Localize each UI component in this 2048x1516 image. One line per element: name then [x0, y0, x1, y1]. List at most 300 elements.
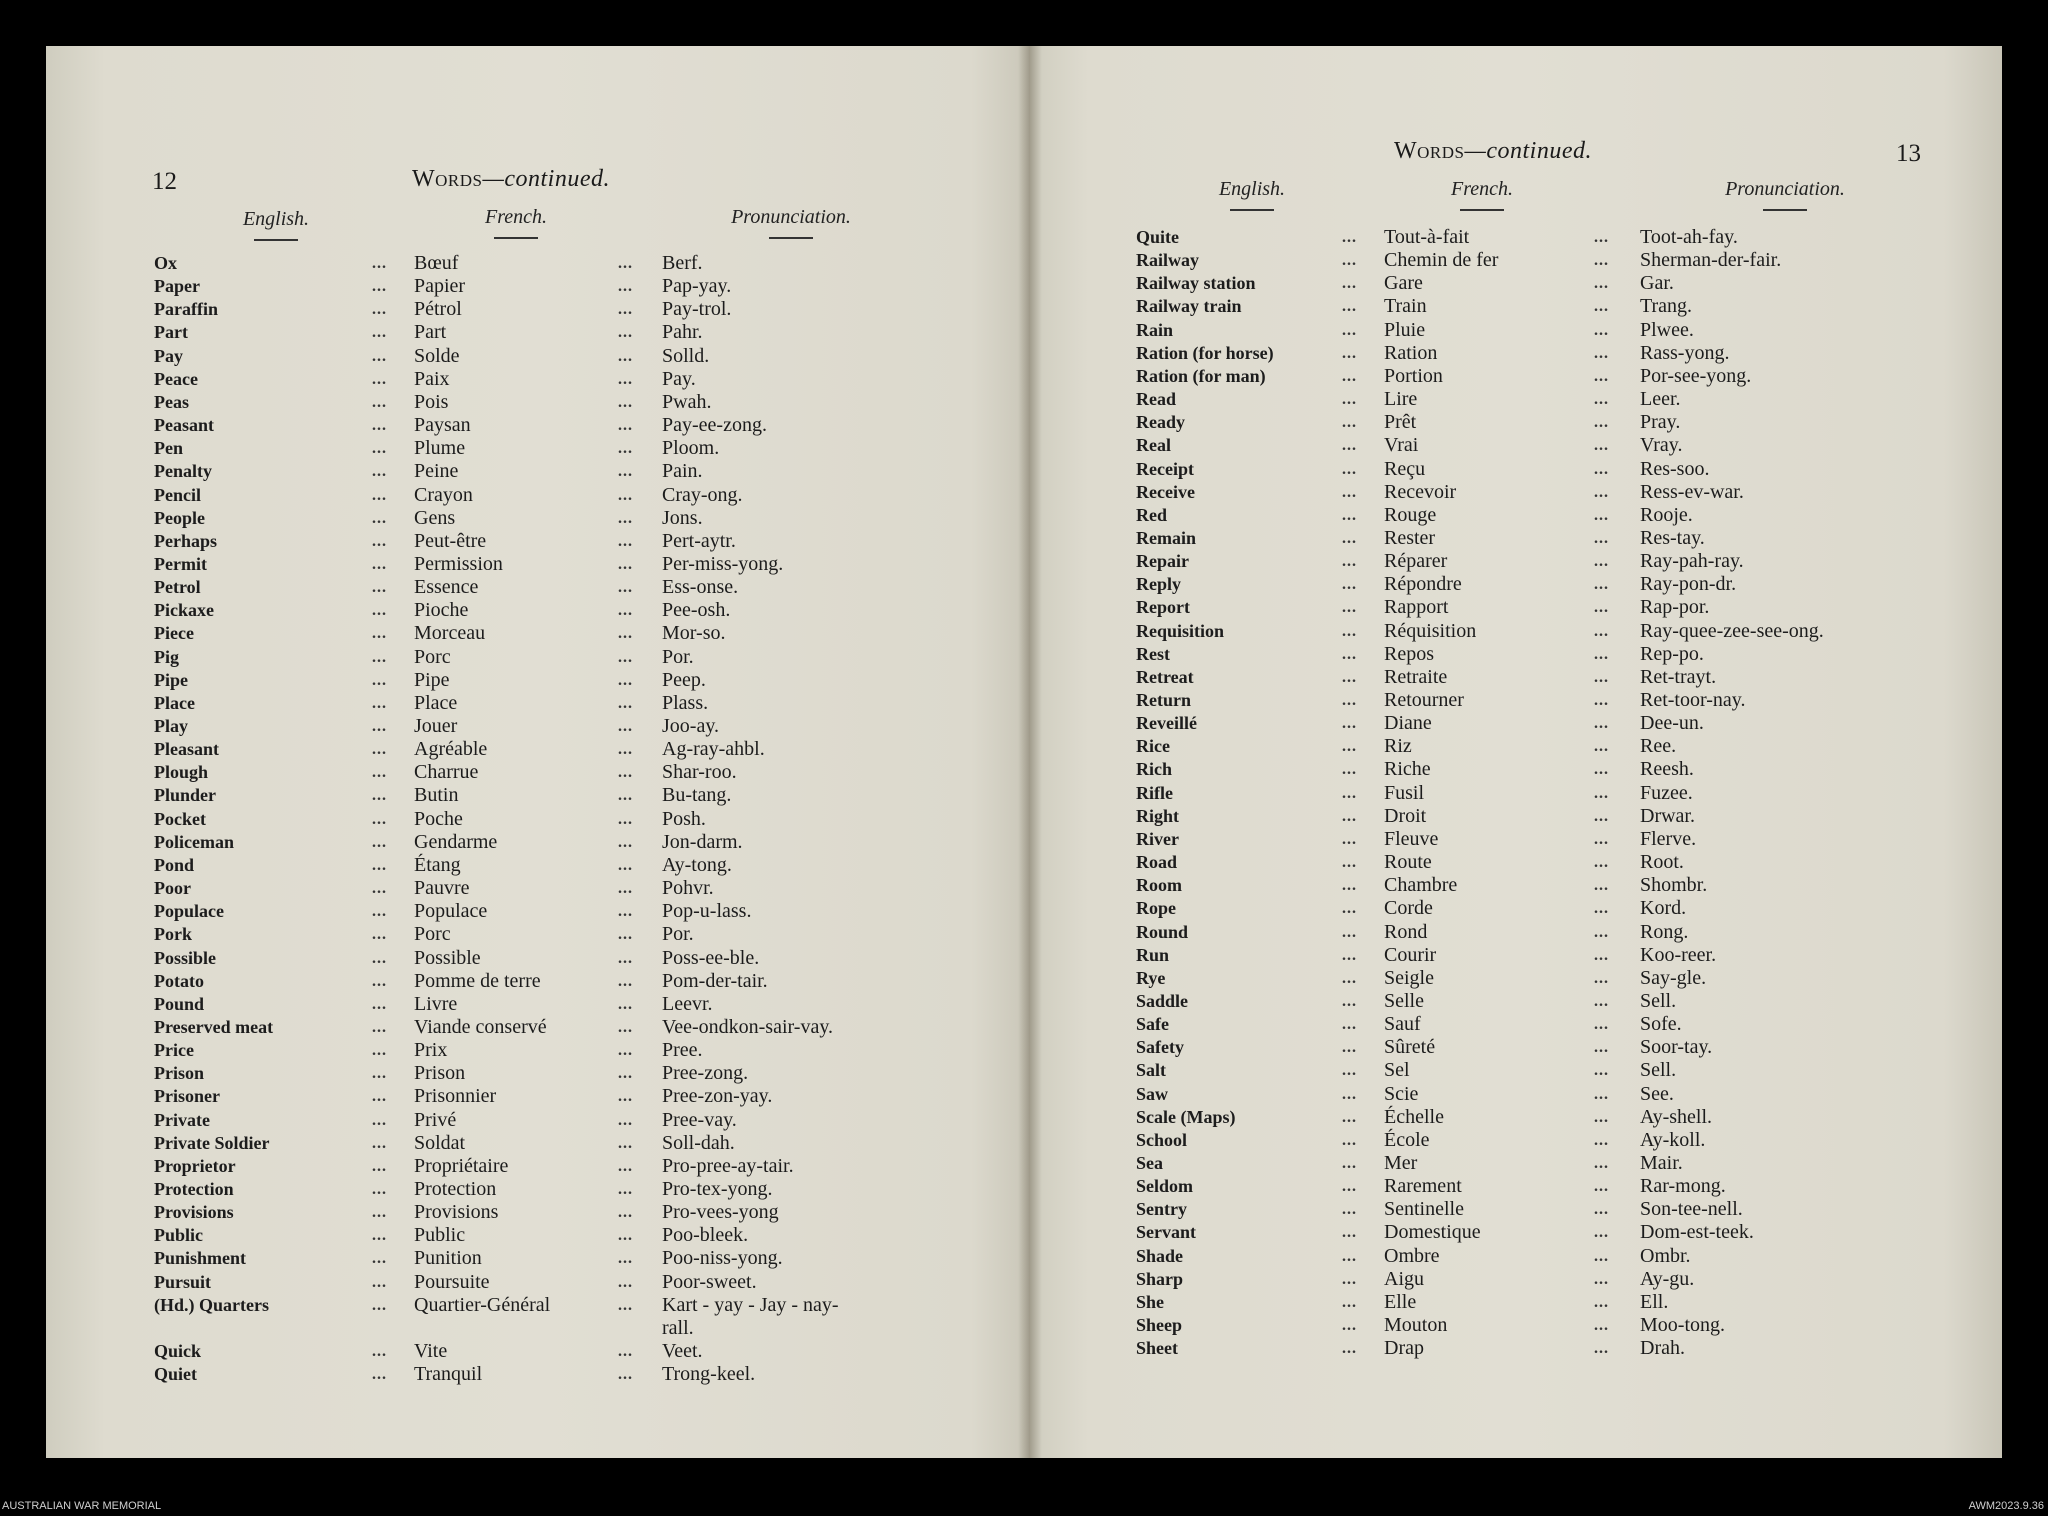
pronunciation: Ay-gu.	[1640, 1267, 1695, 1290]
leader-dots: ...	[372, 1018, 387, 1036]
pronunciation: Pree-vay.	[662, 1108, 737, 1131]
column-header-pronunciation: Pronunciation.	[686, 206, 896, 239]
english-word: She	[1136, 1291, 1165, 1312]
leader-dots: ...	[1594, 692, 1609, 709]
leader-dots: ...	[618, 579, 633, 597]
french-word: Porc	[414, 645, 451, 668]
pronunciation: Pap-yay.	[662, 275, 732, 298]
running-head-continued: —continued.	[1464, 138, 1592, 164]
french-word: École	[1384, 1128, 1430, 1151]
pronunciation: Veet.	[662, 1340, 703, 1363]
english-word: Perhaps	[154, 530, 217, 551]
french-word: Diane	[1384, 712, 1432, 735]
leader-dots: ...	[618, 255, 633, 272]
pronunciation: Reesh.	[1640, 758, 1694, 781]
book-gutter	[1018, 46, 1042, 1458]
leader-dots: ...	[618, 856, 633, 874]
pronunciation: Pwah.	[662, 390, 712, 413]
english-word: Peace	[154, 368, 198, 389]
pronunciation: Pay-ee-zong.	[662, 414, 767, 437]
leader-dots: ...	[1594, 738, 1609, 756]
leader-dots: ...	[372, 532, 387, 550]
english-word: Provisions	[154, 1202, 234, 1223]
english-word: Road	[1136, 852, 1178, 873]
french-word: Pluie	[1384, 318, 1426, 341]
leader-dots: ...	[1342, 553, 1357, 571]
french-word: Provisions	[414, 1201, 499, 1224]
leader-dots: ...	[1594, 1178, 1609, 1196]
leader-dots: ...	[618, 903, 633, 921]
pronunciation: Pree-zon-yay.	[662, 1085, 773, 1108]
english-word: Possible	[154, 947, 217, 968]
leader-dots: ...	[372, 417, 387, 435]
pronunciation: Ploom.	[662, 437, 720, 460]
english-word: Saw	[1136, 1083, 1169, 1104]
leader-dots: ...	[618, 602, 633, 620]
english-word: Rope	[1136, 898, 1176, 919]
leader-dots: ...	[1342, 692, 1357, 709]
french-word: Vrai	[1384, 434, 1419, 457]
leader-dots: ...	[1594, 1340, 1609, 1358]
running-head-continued: —continued.	[482, 166, 610, 192]
leader-dots: ...	[618, 949, 633, 967]
leader-dots: ...	[1594, 1062, 1609, 1080]
pronunciation: Trang.	[1640, 295, 1693, 318]
english-word: Railway	[1136, 250, 1199, 271]
leader-dots: ...	[1594, 923, 1609, 941]
english-word: Sheet	[1136, 1338, 1178, 1359]
english-word: River	[1136, 828, 1179, 849]
pronunciation: Ray-quee-zee-see-ong.	[1640, 619, 1824, 642]
leader-dots: ...	[618, 1296, 633, 1314]
leader-dots: ...	[372, 625, 387, 643]
english-word: Read	[1136, 389, 1176, 410]
pronunciation: Ess-onse.	[662, 576, 739, 599]
leader-dots: ...	[1342, 946, 1357, 964]
english-word: Plunder	[154, 785, 217, 806]
french-word: Punition	[414, 1247, 482, 1270]
leader-dots: ...	[1594, 854, 1609, 872]
french-word: Crayon	[414, 483, 473, 506]
leader-dots: ...	[1342, 784, 1357, 802]
pronunciation: Gar.	[1640, 272, 1674, 295]
left-page	[46, 46, 1030, 1458]
english-word: Populace	[154, 901, 224, 922]
pronunciation: Ell.	[1640, 1290, 1669, 1313]
french-word: Possible	[414, 946, 481, 969]
english-word: Repair	[1136, 551, 1189, 572]
leader-dots: ...	[372, 324, 387, 342]
english-word: Paraffin	[154, 299, 218, 320]
pronunciation: Pop-u-lass.	[662, 900, 752, 923]
pronunciation: Trong-keel.	[662, 1363, 756, 1386]
leader-dots: ...	[618, 694, 633, 712]
pronunciation: Vray.	[1640, 434, 1683, 457]
english-word: Round	[1136, 921, 1189, 942]
leader-dots: ...	[372, 347, 387, 365]
pronunciation: Mor-so.	[662, 622, 726, 645]
french-word: Porc	[414, 923, 451, 946]
leader-dots: ...	[618, 625, 633, 643]
french-word: Peine	[414, 460, 459, 483]
pronunciation: Pree.	[662, 1039, 703, 1062]
pronunciation: Ret-trayt.	[1640, 665, 1717, 688]
archive-reference: AWM2023.9.36	[1968, 1500, 2044, 1512]
english-word: Pond	[154, 854, 195, 875]
leader-dots: ...	[372, 694, 387, 712]
pronunciation: Shombr.	[1640, 874, 1708, 897]
leader-dots: ...	[372, 1065, 387, 1083]
french-word: Fusil	[1384, 781, 1425, 804]
leader-dots: ...	[1342, 576, 1357, 594]
english-word: Part	[154, 322, 188, 343]
french-word: Gendarme	[414, 830, 498, 853]
pronunciation: Jons.	[662, 506, 703, 529]
french-word: Gare	[1384, 272, 1423, 295]
french-word: Courir	[1384, 943, 1437, 966]
english-word: Rich	[1136, 759, 1172, 780]
leader-dots: ...	[618, 532, 633, 550]
english-word: Prison	[154, 1063, 205, 1084]
french-word: Mer	[1384, 1152, 1418, 1174]
pronunciation: Ray-pah-ray.	[1640, 550, 1744, 573]
french-word: Jouer	[414, 715, 458, 737]
french-word: Fleuve	[1384, 827, 1439, 850]
english-word: Pencil	[154, 484, 201, 505]
english-word: Rain	[1136, 319, 1174, 340]
leader-dots: ...	[1342, 738, 1357, 756]
english-word: Peas	[154, 391, 189, 412]
french-word: Riz	[1384, 735, 1412, 758]
leader-dots: ...	[1342, 252, 1357, 270]
leader-dots: ...	[618, 393, 633, 411]
pronunciation: Pain.	[662, 460, 703, 483]
leader-dots: ...	[1342, 437, 1357, 455]
leader-dots: ...	[618, 764, 633, 782]
english-word: Sea	[1136, 1153, 1163, 1173]
leader-dots: ...	[1342, 460, 1357, 478]
leader-dots: ...	[372, 278, 387, 296]
french-word: Rouge	[1384, 503, 1437, 526]
english-word: Shade	[1136, 1245, 1184, 1266]
french-word: Soldat	[414, 1131, 466, 1154]
pronunciation: Pro-vees-yong	[662, 1201, 779, 1224]
leader-dots: ...	[372, 1343, 387, 1361]
english-word: Quite	[1136, 227, 1179, 247]
leader-dots: ...	[1594, 1155, 1609, 1172]
english-word: Safety	[1136, 1037, 1184, 1058]
french-word: Bœuf	[414, 252, 459, 274]
leader-dots: ...	[1342, 900, 1357, 918]
french-word: Retourner	[1384, 689, 1464, 711]
leader-dots: ...	[1342, 529, 1357, 547]
running-head-title: Words	[412, 166, 483, 192]
leader-dots: ...	[372, 648, 387, 666]
leader-dots: ...	[618, 718, 633, 735]
pronunciation: Pahr.	[662, 321, 703, 344]
leader-dots: ...	[1594, 275, 1609, 293]
pronunciation: Poo-bleek.	[662, 1224, 749, 1247]
leader-dots: ...	[618, 1088, 633, 1106]
leader-dots: ...	[618, 347, 633, 365]
leader-dots: ...	[618, 509, 633, 527]
english-word: Poor	[154, 878, 191, 899]
english-word: Prisoner	[154, 1086, 220, 1107]
leader-dots: ...	[1594, 1016, 1609, 1034]
french-word: Pétrol	[414, 298, 462, 321]
french-word: Morceau	[414, 622, 486, 645]
leader-dots: ...	[1342, 969, 1357, 987]
french-word: Prisonnier	[414, 1085, 497, 1108]
english-word: Private	[154, 1109, 210, 1130]
french-word: Pipe	[414, 668, 450, 691]
leader-dots: ...	[1594, 1270, 1609, 1288]
pronunciation: Plass.	[662, 691, 709, 714]
leader-dots: ...	[1342, 1039, 1357, 1057]
leader-dots: ...	[1342, 807, 1357, 825]
french-word: Paix	[414, 367, 450, 390]
french-word: Chambre	[1384, 874, 1458, 897]
leader-dots: ...	[618, 486, 633, 504]
pronunciation: Pree-zong.	[662, 1062, 749, 1085]
column-header-french: French.	[1422, 178, 1542, 211]
french-word: Aigu	[1384, 1267, 1424, 1290]
page-number: 13	[1896, 140, 1921, 167]
pronunciation: Plwee.	[1640, 318, 1694, 341]
pronunciation: Moo-tong.	[1640, 1314, 1725, 1337]
english-word: Pocket	[154, 808, 206, 829]
french-word: Corde	[1384, 897, 1433, 920]
pronunciation: Leer.	[1640, 388, 1681, 411]
french-word: Rarement	[1384, 1175, 1462, 1198]
leader-dots: ...	[372, 671, 387, 689]
french-word: Retraite	[1384, 665, 1448, 688]
pronunciation: Kord.	[1640, 897, 1687, 920]
leader-dots: ...	[1594, 1293, 1609, 1311]
leader-dots: ...	[372, 856, 387, 874]
leader-dots: ...	[372, 1111, 387, 1129]
pronunciation: Root.	[1640, 851, 1684, 874]
leader-dots: ...	[372, 810, 387, 828]
french-word: Protection	[414, 1178, 497, 1200]
french-word: Riche	[1384, 758, 1431, 781]
leader-dots: ...	[1342, 877, 1357, 895]
column-header-french: French.	[456, 206, 576, 239]
english-word: Protection	[154, 1179, 234, 1199]
pronunciation: Pro-pree-ay-tair.	[662, 1154, 794, 1177]
column-header-english: English.	[1192, 178, 1312, 211]
pronunciation: Rep-po.	[1640, 642, 1704, 665]
french-word: Sûreté	[1384, 1036, 1436, 1059]
english-word: Pay	[154, 345, 183, 366]
leader-dots: ...	[1594, 668, 1609, 686]
french-word: Papier	[414, 275, 466, 298]
english-word: Railway train	[1136, 296, 1242, 317]
pronunciation: See.	[1640, 1082, 1674, 1105]
leader-dots: ...	[1594, 645, 1609, 663]
leader-dots: ...	[618, 301, 633, 319]
pronunciation: Pray.	[1640, 411, 1681, 434]
english-word: Punishment	[154, 1248, 247, 1269]
pronunciation: Por.	[662, 645, 694, 668]
french-word: Tout-à-fait	[1384, 226, 1470, 248]
pronunciation: Por.	[662, 923, 694, 946]
leader-dots: ...	[1594, 1039, 1609, 1057]
leader-dots: ...	[618, 1227, 633, 1245]
english-word: Pleasant	[154, 739, 219, 760]
pronunciation: Flerve.	[1640, 827, 1697, 850]
leader-dots: ...	[1594, 877, 1609, 895]
leader-dots: ...	[618, 440, 633, 458]
french-word: Étang	[414, 853, 461, 876]
pronunciation: Pay-trol.	[662, 298, 732, 321]
english-word: Safe	[1136, 1014, 1169, 1035]
english-word: Potato	[154, 970, 204, 991]
leader-dots: ...	[372, 555, 387, 573]
leader-dots: ...	[372, 1157, 387, 1175]
pronunciation: Fuzee.	[1640, 781, 1693, 804]
pronunciation: Sell.	[1640, 1059, 1677, 1082]
leader-dots: ...	[618, 1018, 633, 1036]
french-word: Mouton	[1384, 1314, 1448, 1337]
pronunciation: Mair.	[1640, 1152, 1683, 1174]
leader-dots: ...	[1594, 367, 1609, 385]
pronunciation: Ay-tong.	[662, 853, 732, 876]
english-word: Piece	[154, 623, 194, 644]
french-word: Pauvre	[414, 877, 470, 900]
leader-dots: ...	[618, 995, 633, 1013]
leader-dots: ...	[618, 1111, 633, 1129]
french-word: Gens	[414, 506, 456, 529]
english-word: Pound	[154, 993, 205, 1014]
french-word: Chemin de fer	[1384, 249, 1499, 272]
leader-dots: ...	[618, 648, 633, 666]
french-word: Domestique	[1384, 1221, 1481, 1244]
leader-dots: ...	[372, 926, 387, 944]
leader-dots: ...	[372, 463, 387, 481]
english-word: Rest	[1136, 643, 1170, 664]
pronunciation: Dom-est-teek.	[1640, 1221, 1754, 1244]
french-word: Part	[414, 321, 447, 344]
running-head	[412, 166, 610, 193]
leader-dots: ...	[1342, 715, 1357, 733]
pronunciation: Jon-darm.	[662, 830, 743, 853]
pronunciation: Vee-ondkon-sair-vay.	[662, 1015, 834, 1038]
french-word: Selle	[1384, 989, 1424, 1012]
pronunciation: Peep.	[662, 668, 706, 691]
leader-dots: ...	[372, 1250, 387, 1268]
leader-dots: ...	[372, 301, 387, 319]
leader-dots: ...	[1342, 1224, 1357, 1242]
leader-dots: ...	[1342, 668, 1357, 686]
leader-dots: ...	[372, 949, 387, 967]
french-word: Sentinelle	[1384, 1198, 1464, 1221]
french-word: Sel	[1384, 1059, 1410, 1082]
pronunciation: Say-gle.	[1640, 966, 1707, 989]
leader-dots: ...	[618, 1065, 633, 1083]
leader-dots: ...	[372, 764, 387, 782]
english-word: Petrol	[154, 577, 201, 598]
running-head	[1394, 138, 1592, 165]
pronunciation: Berf.	[662, 252, 703, 274]
leader-dots: ...	[1594, 807, 1609, 825]
french-word: Agréable	[414, 738, 488, 761]
pronunciation: Poor-sweet.	[662, 1270, 757, 1293]
pronunciation: Por-see-yong.	[1640, 364, 1752, 387]
french-word: Train	[1384, 295, 1427, 318]
right-page	[1030, 46, 2002, 1458]
english-word: Paper	[154, 276, 200, 297]
leader-dots: ...	[1594, 344, 1609, 362]
pronunciation: Rass-yong.	[1640, 341, 1730, 364]
leader-dots: ...	[1342, 344, 1357, 362]
pronunciation: Kart - yay - Jay - nay-	[662, 1293, 839, 1316]
column-header-english: English.	[216, 208, 336, 241]
french-word: Poche	[414, 807, 463, 830]
french-word: Réparer	[1384, 550, 1448, 573]
column-header-pronunciation: Pronunciation.	[1680, 178, 1890, 211]
french-word: Rapport	[1384, 596, 1449, 619]
leader-dots: ...	[618, 555, 633, 573]
leader-dots: ...	[1594, 1224, 1609, 1242]
english-word: Servant	[1136, 1222, 1196, 1243]
french-word: Prêt	[1384, 411, 1417, 434]
leader-dots: ...	[1594, 830, 1609, 848]
english-word: Rifle	[1136, 782, 1173, 803]
french-word: Scie	[1384, 1082, 1419, 1105]
english-word: Plough	[154, 762, 209, 783]
english-word: Red	[1136, 504, 1167, 525]
leader-dots: ...	[618, 278, 633, 296]
leader-dots: ...	[1342, 367, 1357, 385]
french-word: Rester	[1384, 526, 1436, 549]
english-word: People	[154, 507, 205, 528]
leader-dots: ...	[1594, 506, 1609, 524]
leader-dots: ...	[618, 880, 633, 898]
leader-dots: ...	[1594, 784, 1609, 802]
page-number: 12	[152, 168, 177, 195]
leader-dots: ...	[618, 1042, 633, 1060]
pronunciation: Ag-ray-ahbl.	[662, 738, 765, 761]
leader-dots: ...	[1342, 1131, 1357, 1149]
english-word: Pen	[154, 438, 183, 459]
leader-dots: ...	[618, 370, 633, 388]
french-word: Charrue	[414, 761, 479, 784]
english-word: Rye	[1136, 967, 1166, 988]
leader-dots: ...	[1594, 599, 1609, 617]
english-word: School	[1136, 1129, 1188, 1150]
pronunciation: Rooje.	[1640, 503, 1693, 526]
leader-dots: ...	[1342, 622, 1357, 640]
english-word: Permit	[154, 553, 207, 574]
french-word: Permission	[414, 552, 503, 575]
pronunciation: Bu-tang.	[662, 784, 732, 807]
french-word: Peut-être	[414, 529, 487, 552]
french-word: Droit	[1384, 804, 1427, 827]
pronunciation: Sell.	[1640, 989, 1677, 1012]
leader-dots: ...	[1342, 599, 1357, 617]
leader-dots: ...	[372, 255, 387, 272]
running-head-title: Words	[1394, 138, 1465, 164]
pronunciation: Pert-aytr.	[662, 529, 736, 552]
leader-dots: ...	[1594, 391, 1609, 409]
leader-dots: ...	[372, 509, 387, 527]
english-word: Proprietor	[154, 1155, 236, 1176]
leader-dots: ...	[1342, 229, 1357, 246]
french-word: Vite	[414, 1340, 448, 1363]
leader-dots: ...	[1342, 830, 1357, 848]
english-word: Sharp	[1136, 1268, 1184, 1289]
